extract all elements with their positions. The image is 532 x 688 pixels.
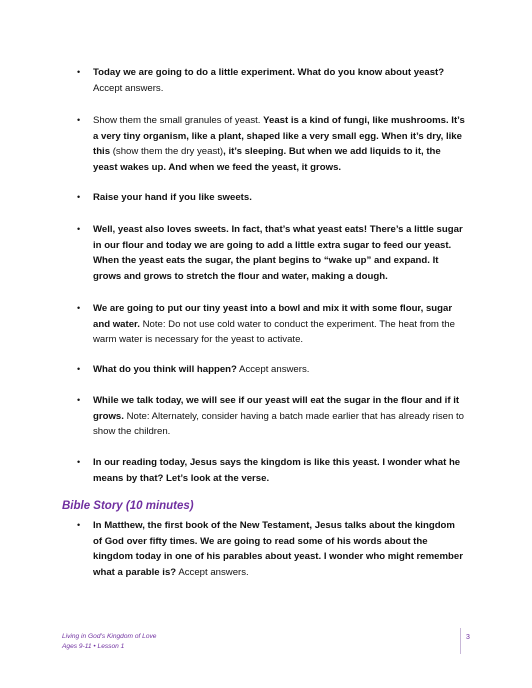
- text-segment: Note: Do not use cold water to conduct the experiment. The heat from the warm water is necessary for the yeast to activate.: [93, 318, 455, 345]
- bullet-glyph: •: [77, 224, 81, 234]
- page-footer: [62, 632, 156, 651]
- bullet-glyph: •: [77, 115, 81, 125]
- text-segment: Yeast is a kind of fungi, like mushrooms. It’s a very tiny organism, like a plant, shaped like a very small egg. When it’s dry, like this: [93, 115, 465, 157]
- list-item: [77, 455, 465, 486]
- text-segment: (show them the dry yeast): [110, 146, 224, 157]
- bullet-glyph: •: [77, 192, 81, 202]
- bullet-glyph: •: [77, 395, 81, 405]
- text-segment: Accept answers.: [93, 82, 164, 94]
- bullet-glyph: •: [77, 303, 81, 313]
- text-segment: Show them the small granules of yeast.: [93, 115, 264, 126]
- list-item: [77, 65, 465, 96]
- bullet-glyph: •: [77, 364, 81, 374]
- list-item: [77, 301, 465, 348]
- text-segment: In our reading today, Jesus says the kingdom is like this yeast. I wonder what he means by that? Let’s look at the verse.: [93, 457, 461, 484]
- footer-title: Living in God’s Kingdom of Love: [62, 633, 157, 640]
- text-segment: Accept answers.: [236, 364, 310, 375]
- bullet-glyph: •: [77, 67, 81, 77]
- bullet-glyph: •: [77, 457, 81, 467]
- footer-lesson: Ages 9-11 • Lesson 1: [62, 642, 125, 650]
- list-item: [77, 113, 465, 175]
- section-heading-bible-story: Bible Story (10 minutes): [62, 500, 194, 512]
- list-item: [77, 190, 465, 206]
- text-segment: Note: Alternately, consider having a batch made earlier that has already risen to show the children.: [93, 410, 464, 437]
- footer-divider: [460, 628, 461, 654]
- text-segment: While we talk today, we will see if our yeast will eat the sugar in the flour and if it grows.: [93, 395, 460, 422]
- text-segment: Today we are going to do a little experiment. What do you know about yeast?: [93, 67, 445, 78]
- text-segment: Well, yeast also loves sweets. In fact, that’s what yeast eats! There’s a little sugar in our flour and today we are going to add a little extra sugar to feed our yeast. When the yeast eats the sugar, the plant begins to “wake up” and expand. It grows and grows to stretch the flour and water, making a dough.: [93, 224, 463, 282]
- page-number: 3: [466, 634, 470, 641]
- bullet-glyph: •: [77, 520, 81, 530]
- text-segment: Accept answers.: [176, 566, 249, 578]
- text-segment: Raise your hand if you like sweets.: [93, 192, 252, 203]
- list-item: [77, 393, 465, 440]
- text-segment: , it’s sleeping. But when we add liquids to it, the yeast wakes up. And when we feed the yeast, it grows.: [93, 146, 441, 173]
- list-item: [77, 222, 465, 284]
- text-segment: What do you think will happen?: [93, 364, 237, 375]
- list-item: [77, 362, 465, 378]
- text-segment: In Matthew, the first book of the New Testament, Jesus talks about the kingdom of God over fifty times. We are going to read some of his words about the kingdom today in one of his parables about yeast. I wonder who might remember what a parable is?: [93, 520, 463, 578]
- list-item: [77, 518, 465, 580]
- text-segment: We are going to put our tiny yeast into a bowl and mix it with some flour, sugar and water.: [93, 303, 453, 330]
